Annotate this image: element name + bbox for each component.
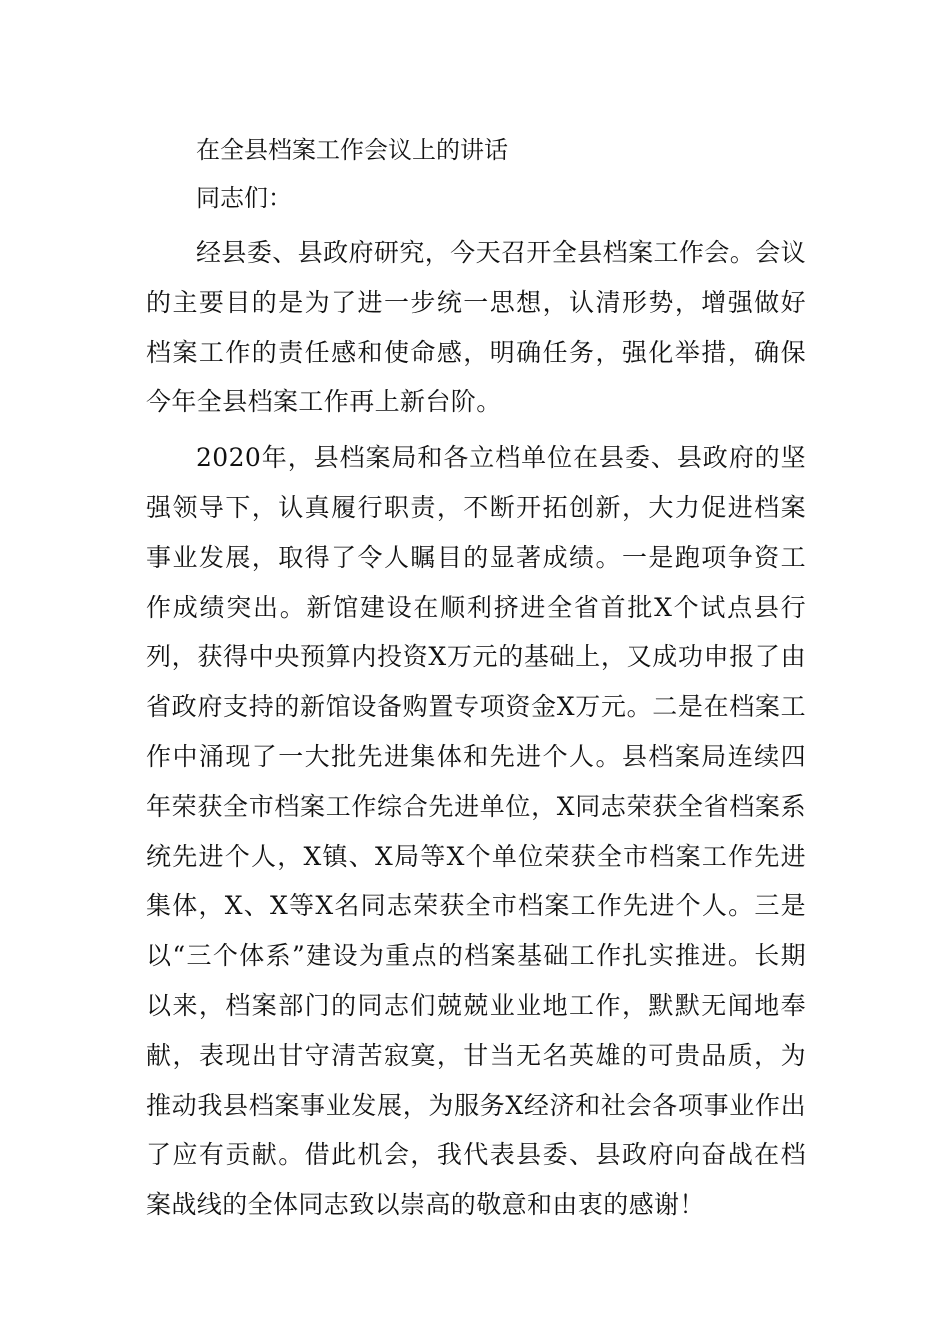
document-body — [146, 126, 806, 1230]
paragraph-achievements: 2020年，县档案局和各立档单位在县委、县政府的坚强领导下，认真履行职责，不断开拓创新，大力促进档案事业发展，取得了令人瞩目的显著成绩。一是跑项争资工作成绩突出。新馆建设在顺利挤进全省首批X个试点县行列，获得中央预算内投资X万元的基础上，又成功申报了由省政府支持的新馆设备购置专项资金X万元。二是在档案工作中涌现了一大批先进集体和先进个人。县档案局连续四年荣获全市档案工作综合先进单位，X同志荣获全省档案系统先进个人，X镇、X局等X个单位荣获全市档案工作先进集体，X、X等X名同志荣获全市档案工作先进个人。三是以“三个体系”建设为重点的档案基础工作扎实推进。长期以来，档案部门的同志们兢兢业业地工作，默默无闻地奉献，表现出甘守清苦寂寞，甘当无名英雄的可贵品质，为推动我县档案事业发展，为服务X经济和社会各项事业作出了应有贡献。借此机会，我代表县委、县政府向奋战在档案战线的全体同志致以崇高的敬意和由衷的感谢！ — [146, 443, 806, 1220]
paragraph-intro: 经县委、县政府研究，今天召开全县档案工作会。会议的主要目的是为了进一步统一思想，认清形势，增强做好档案工作的责任感和使命感，明确任务，强化举措，确保今年全县档案工作再上新台阶。 — [146, 238, 806, 417]
salutation: 同志们： — [196, 184, 292, 212]
document-title: 在全县档案工作会议上的讲话 — [196, 136, 508, 164]
